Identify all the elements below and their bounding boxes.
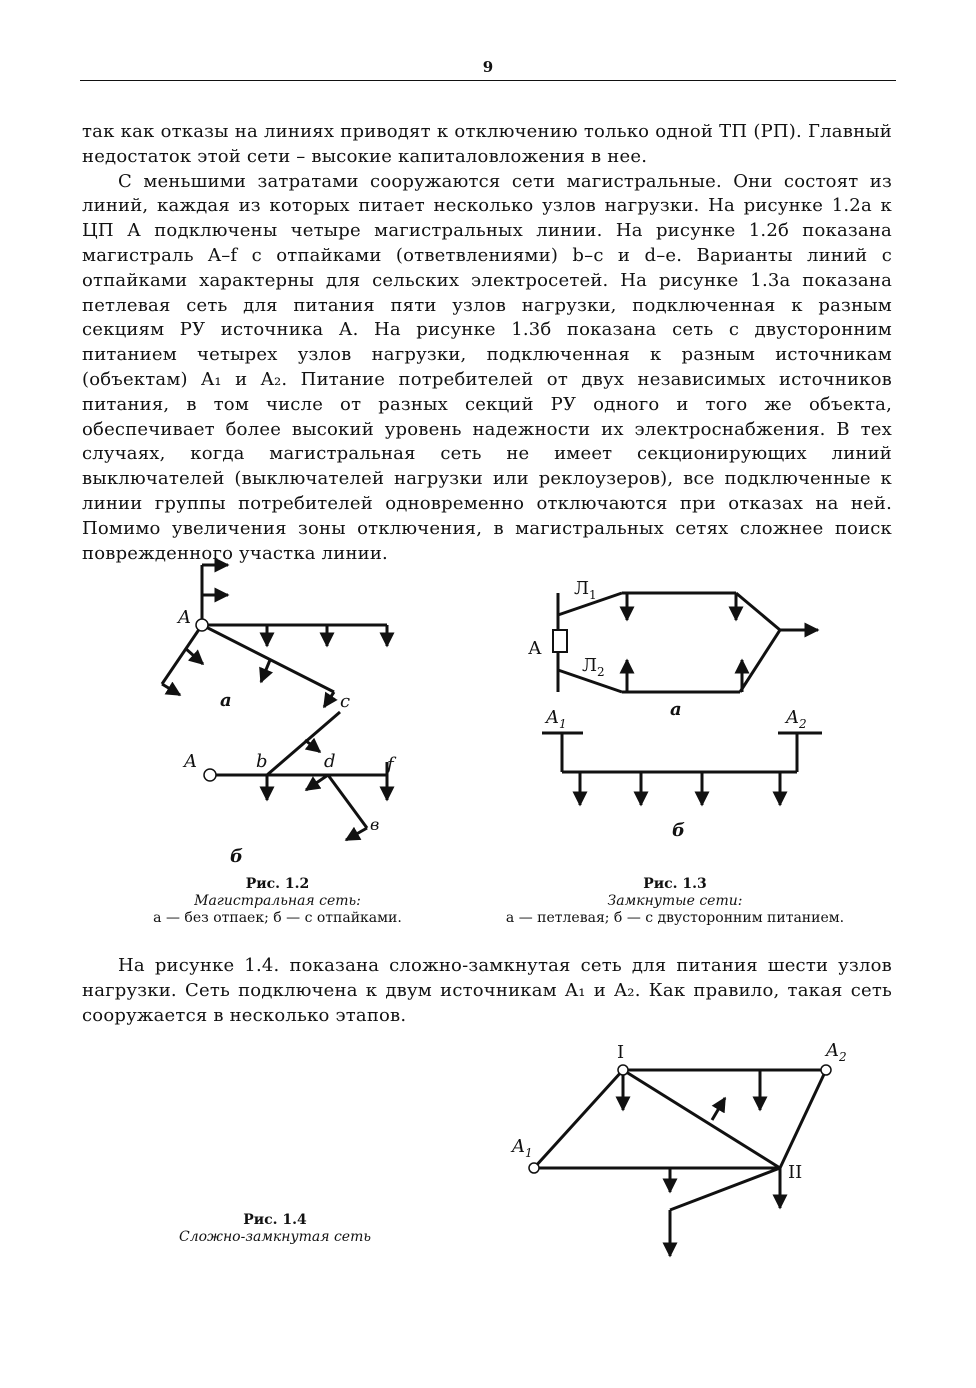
fig-1-2b-node-c: c — [340, 691, 351, 712]
fig-1-3-subfigure-a-label: а — [670, 699, 682, 720]
fig-1-3b-source-a2 — [784, 707, 807, 731]
figure-1-3b-two-sided-network — [542, 733, 822, 805]
figure-1-3-caption — [490, 876, 860, 927]
fig-1-2b-node-f: f — [387, 754, 394, 775]
paragraph-2: С меньшими затратами сооружаются сети магистральные. Они состоят из линий, каждая из которых питает несколько узлов нагрузки. На рисунке 1.2а к ЦП А подключены четыре магистральных линии. На рисунке 1.2б показана магистраль A–f с отпайками (ответвлениями) b–c и d–e. Варианты линий с отпайками характерны для сельских электросетей. На рисунке 1.3а показана петлевая сеть для питания пяти узлов нагрузки, подключенная к разным секциям РУ источника А. На рисунке 1.3б показана сеть с двусторонним питанием четырех узлов нагрузки, подключенная к разным источникам (объектам) A₁ и A₂. Питание потребителей от двух независимых источников питания, в том числе от разных секций РУ одного и того же объекта, обеспечивает более высокий уровень надежности их электроснабжения. В тех случаях, когда магистральная сеть не имеет секционирующих линий выключателей (выключателей нагрузки или реклоузеров), все подключенные к линии группы потребителей одновременно отключаются при отказах на ней. Помимо увеличения зоны отключения, в магистральных сетях сложнее поиск поврежденного участка линии. — [82, 170, 892, 564]
fig-1-3a-line-2-text: Л — [582, 655, 598, 676]
fig-1-3a-line-1-index: 1 — [589, 588, 597, 602]
fig-1-4-source-a1-index: 1 — [525, 1146, 533, 1160]
figure-1-2-caption — [130, 876, 425, 927]
fig-1-3b-source-a2-text: A — [786, 707, 799, 728]
figure-1-2 — [140, 550, 430, 870]
fig-1-4-node-i: I — [617, 1042, 625, 1063]
header-rule — [80, 80, 896, 81]
fig-1-4-source-a2 — [824, 1040, 847, 1064]
figure-1-2a-network — [162, 565, 387, 707]
fig-1-3b-source-a1-text: A — [546, 707, 559, 728]
fig-1-3a-line-1-text: Л — [574, 578, 590, 599]
figure-1-4-caption — [160, 1212, 390, 1246]
figure-1-4-caption-title: Рис. 1.4 — [243, 1212, 307, 1228]
fig-1-4-source-a1 — [510, 1136, 533, 1160]
fig-1-4-source-a2-index: 2 — [839, 1050, 847, 1064]
fig-1-4-source-a1-text: A — [512, 1136, 525, 1157]
fig-1-2b-node-a: A — [184, 751, 197, 772]
fig-1-3a-source-label: А — [528, 638, 542, 659]
figure-1-2b-network — [204, 712, 387, 840]
figure-1-4-network — [529, 1065, 831, 1256]
figure-1-3-caption-title: Рис. 1.3 — [643, 876, 707, 892]
figure-1-4 — [505, 1035, 870, 1265]
figure-1-3 — [520, 570, 840, 850]
page-number: 9 — [482, 58, 494, 76]
figure-1-3-caption-detail: а — петлевая; б — с двусторонним питанием. — [505, 910, 845, 926]
fig-1-2b-node-b: b — [256, 751, 268, 772]
fig-1-3a-line-2-index: 2 — [597, 665, 605, 679]
figure-1-2-caption-title: Рис. 1.2 — [245, 876, 310, 892]
figure-1-3-caption-subtitle: Замкнутые сети: — [607, 893, 743, 909]
figure-1-4-caption-subtitle: Сложно-замкнутая сеть — [178, 1229, 371, 1245]
fig-1-3a-line-2-label — [582, 655, 605, 679]
fig-1-2b-node-e: в — [370, 815, 380, 834]
body-text-top — [82, 120, 892, 566]
body-text-bottom — [82, 954, 892, 1028]
figure-1-2-caption-subtitle: Магистральная сеть: — [194, 893, 361, 909]
figure-1-2-caption-detail: а — без отпаек; б — с отпайками. — [153, 910, 402, 926]
fig-1-4-source-a2-text: A — [826, 1040, 839, 1061]
fig-1-3-subfigure-b-label: б — [672, 820, 685, 841]
fig-1-4-node-ii: II — [788, 1162, 803, 1183]
paragraph-1: так как отказы на линиях приводят к отключению только одной ТП (РП). Главный недостаток этой сети – высокие капиталовложения в нее. — [82, 121, 892, 167]
fig-1-3b-source-a1 — [544, 707, 567, 731]
fig-1-2b-node-d: d — [324, 751, 336, 772]
fig-1-2a-node-label: A — [178, 607, 191, 628]
fig-1-3b-source-a2-index: 2 — [799, 717, 807, 731]
fig-1-2-subfigure-a-label: а — [220, 690, 232, 711]
paragraph-3: На рисунке 1.4. показана сложно-замкнутая сеть для питания шести узлов нагрузки. Сеть подключена к двум источникам A₁ и A₂. Как правило, такая сеть сооружается в несколько этапов. — [82, 955, 892, 1026]
fig-1-3a-line-1-label — [574, 578, 597, 602]
figure-1-3a-loop-network — [553, 593, 818, 692]
fig-1-2-subfigure-b-label: б — [230, 846, 243, 867]
fig-1-3b-source-a1-index: 1 — [559, 717, 567, 731]
